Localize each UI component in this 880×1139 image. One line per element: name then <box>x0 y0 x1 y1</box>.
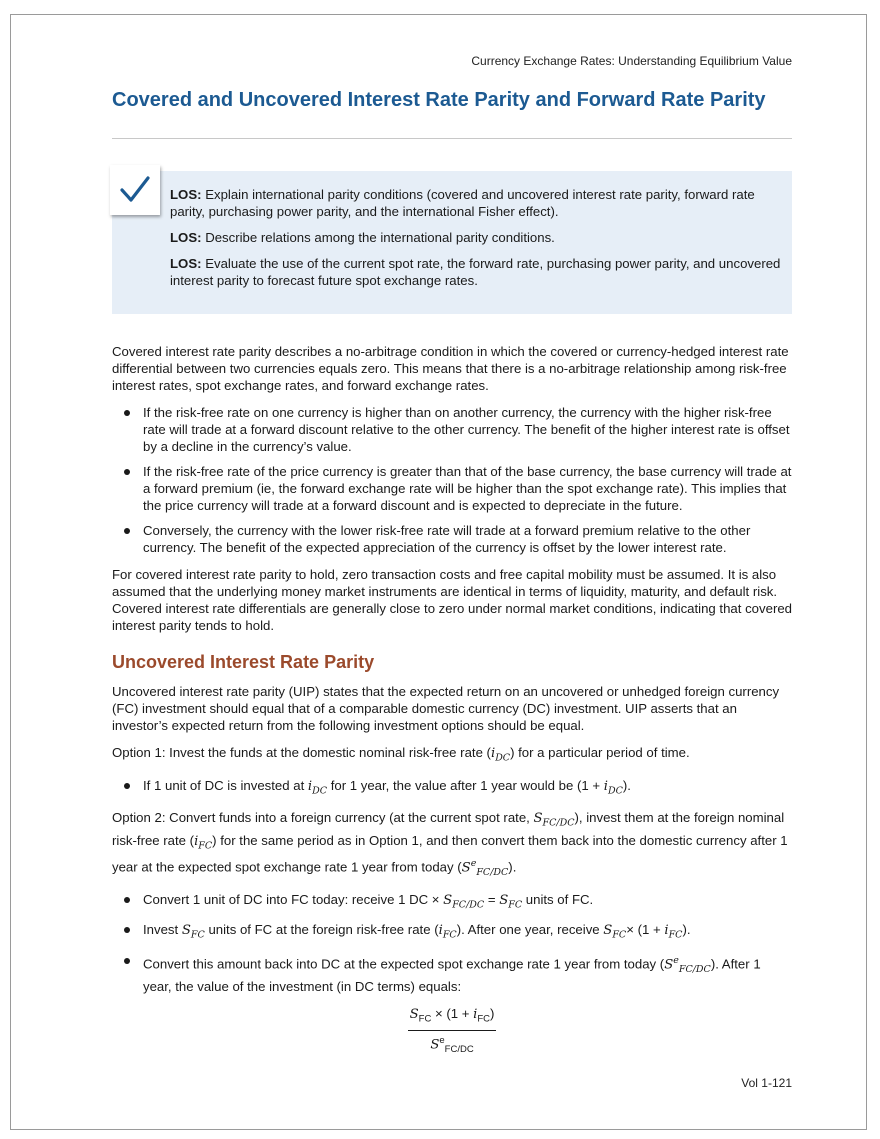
text-run: ), invest them at the foreign nominal risk-free rate ( <box>112 810 785 848</box>
math-subscript: FC/DC <box>452 899 485 911</box>
text-run: ) <box>490 1005 495 1021</box>
list-item <box>112 777 792 800</box>
los-item <box>170 255 785 289</box>
math-subscript: DC <box>495 752 511 764</box>
option2-bullet-list <box>112 891 792 995</box>
text-run: Invest <box>143 922 182 938</box>
math-subscript: FC <box>508 899 523 911</box>
math-subscript: FC/DC <box>444 1043 474 1055</box>
text-run: ) for a particular period of time. <box>510 745 690 760</box>
section-heading: Uncovered Interest Rate Parity <box>112 652 375 672</box>
list-item: Conversely, the currency with the lower risk-free rate will trade at a forward premium relative to the other currency. The benefit of the expected appreciation of the currency is offset by the lower interest rate. <box>112 522 792 556</box>
math-symbol: S <box>181 923 191 939</box>
text-run: ) for the same period as in Option 1, and then convert them back into the domestic currency after 1 year at the expected spot exchange rate 1 year from today ( <box>112 832 788 874</box>
checkmark-icon <box>118 173 152 207</box>
math-subscript: FC <box>198 840 213 852</box>
text-run: × (1 + <box>626 922 665 938</box>
math-subscript: FC <box>190 929 205 941</box>
text-run: Option 1: Invest the funds at the domestic nominal risk-free rate ( <box>112 745 491 760</box>
los-item <box>170 229 785 246</box>
text-run: Convert 1 unit of DC into FC today: receive 1 DC × <box>143 891 444 907</box>
text-run: ). <box>622 777 631 793</box>
math-subscript: FC <box>418 1013 432 1025</box>
math-symbol: i <box>307 778 313 794</box>
math-subscript: FC/DC <box>476 866 509 878</box>
los-text: Evaluate the use of the current spot rate, the forward rate, purchasing power parity, and uncovered interest parity to forecast future spot exchange rates. <box>170 256 781 288</box>
option1-bullet-list <box>112 777 792 800</box>
math-symbol: i <box>603 778 608 794</box>
text-run: ). <box>508 858 517 874</box>
text-run: ). <box>682 922 691 938</box>
math-symbol: S <box>664 957 674 973</box>
math-symbol: i <box>473 1006 478 1022</box>
math-symbol: S <box>409 1006 419 1022</box>
list-item: If the risk-free rate on one currency is higher than on another currency, the currency with the higher risk-free rate will trade at a forward discount relative to the other currency. The benefit of the higher interest rate is offset by a decline in the currency’s value. <box>112 404 792 455</box>
los-label: LOS: <box>170 187 202 202</box>
text-run: units of FC at the foreign risk-free rate ( <box>204 922 439 938</box>
math-symbol: S <box>443 892 453 908</box>
text-run: × (1 + <box>431 1005 474 1021</box>
text-run: units of FC. <box>522 891 594 907</box>
math-symbol: S <box>461 859 471 875</box>
text-run: Option 2: Convert funds into a foreign currency (at the current spot rate, <box>112 810 534 826</box>
option1-paragraph <box>112 744 792 767</box>
los-item <box>170 186 785 220</box>
math-subscript: FC/DC <box>678 963 711 975</box>
los-label: LOS: <box>170 256 202 271</box>
math-superscript: e <box>673 954 679 966</box>
page-title: Covered and Uncovered Interest Rate Parity and Forward Rate Parity <box>112 89 766 111</box>
text-run: = <box>484 891 500 907</box>
math-symbol: S <box>603 923 613 939</box>
uip-intro-paragraph: Uncovered interest rate parity (UIP) states that the expected return on an uncovered or unhedged foreign currency (FC) investment should equal that of a comparable domestic currency (DC) investment. UIP asserts that an investor’s expected return from the following investment options should be equal. <box>112 684 780 733</box>
checkmark-badge <box>110 165 160 215</box>
text-run: Convert this amount back into DC at the expected spot exchange rate 1 year from today ( <box>143 956 665 972</box>
math-symbol: S <box>533 811 543 827</box>
los-list <box>170 186 785 298</box>
math-symbol: S <box>430 1036 440 1052</box>
math-subscript: DC <box>312 785 328 797</box>
math-subscript: FC <box>668 929 683 941</box>
body-content <box>112 343 792 1058</box>
math-subscript: FC <box>477 1013 490 1025</box>
list-item <box>112 952 792 995</box>
covered-bullet-list <box>112 404 792 556</box>
math-symbol: i <box>490 746 496 761</box>
intro-paragraph: Covered interest rate parity describes a no-arbitrage condition in which the covered or currency-hedged interest rate differential between two currencies equals zero. This means that there is a no-arbitrage relationship among risk-free interest rates, spot exchange rates, and forward exchange rates. <box>112 344 789 393</box>
option2-paragraph <box>112 809 792 880</box>
math-symbol: S <box>499 892 509 908</box>
math-superscript: e <box>470 857 477 869</box>
covered-conclusion-paragraph: For covered interest rate parity to hold, zero transaction costs and free capital mobility must be assumed. It is also assumed that the underlying money market instruments are identical in terms of liquidity, maturity, and default risk. Covered interest rate differentials are generally close to zero under normal market conditions, indicating that covered interest parity tends to hold. <box>112 567 793 633</box>
list-item <box>112 921 792 944</box>
list-item: If the risk-free rate of the price currency is greater than that of the base currency, the base currency will trade at a forward premium (ie, the forward exchange rate will be higher than the spot exchange rate). This implies that the price currency will trade at a forward discount and is expected to depreciate in the future. <box>112 463 792 514</box>
math-superscript: e <box>439 1034 445 1046</box>
math-subscript: DC <box>607 785 623 797</box>
text-run: ). After 1 year, the value of the investment (in DC terms) equals: <box>143 956 761 994</box>
math-subscript: FC <box>612 929 627 941</box>
los-text: Describe relations among the international parity conditions. <box>205 230 555 245</box>
formula-numerator <box>408 1005 497 1031</box>
page-number: Vol 1-121 <box>741 1076 792 1090</box>
title-divider <box>112 138 792 139</box>
list-item <box>112 891 792 914</box>
text-run: If 1 unit of DC is invested at <box>143 777 308 793</box>
running-header: Currency Exchange Rates: Understanding Equilibrium Value <box>471 54 792 68</box>
los-label: LOS: <box>170 230 202 245</box>
math-subscript: FC <box>442 929 457 941</box>
los-box <box>112 171 792 314</box>
text-run: for 1 year, the value after 1 year would be (1 + <box>327 777 604 793</box>
math-symbol: i <box>194 833 199 849</box>
formula-fraction <box>112 1005 792 1058</box>
math-subscript: FC/DC <box>542 817 575 829</box>
los-text: Explain international parity conditions (covered and uncovered interest rate parity, forward rate parity, purchasing power parity, and the international Fisher effect). <box>170 187 755 219</box>
math-symbol: i <box>664 923 669 939</box>
formula-denominator <box>430 1031 473 1058</box>
text-run: ). After one year, receive <box>456 922 604 938</box>
math-symbol: i <box>438 923 443 939</box>
